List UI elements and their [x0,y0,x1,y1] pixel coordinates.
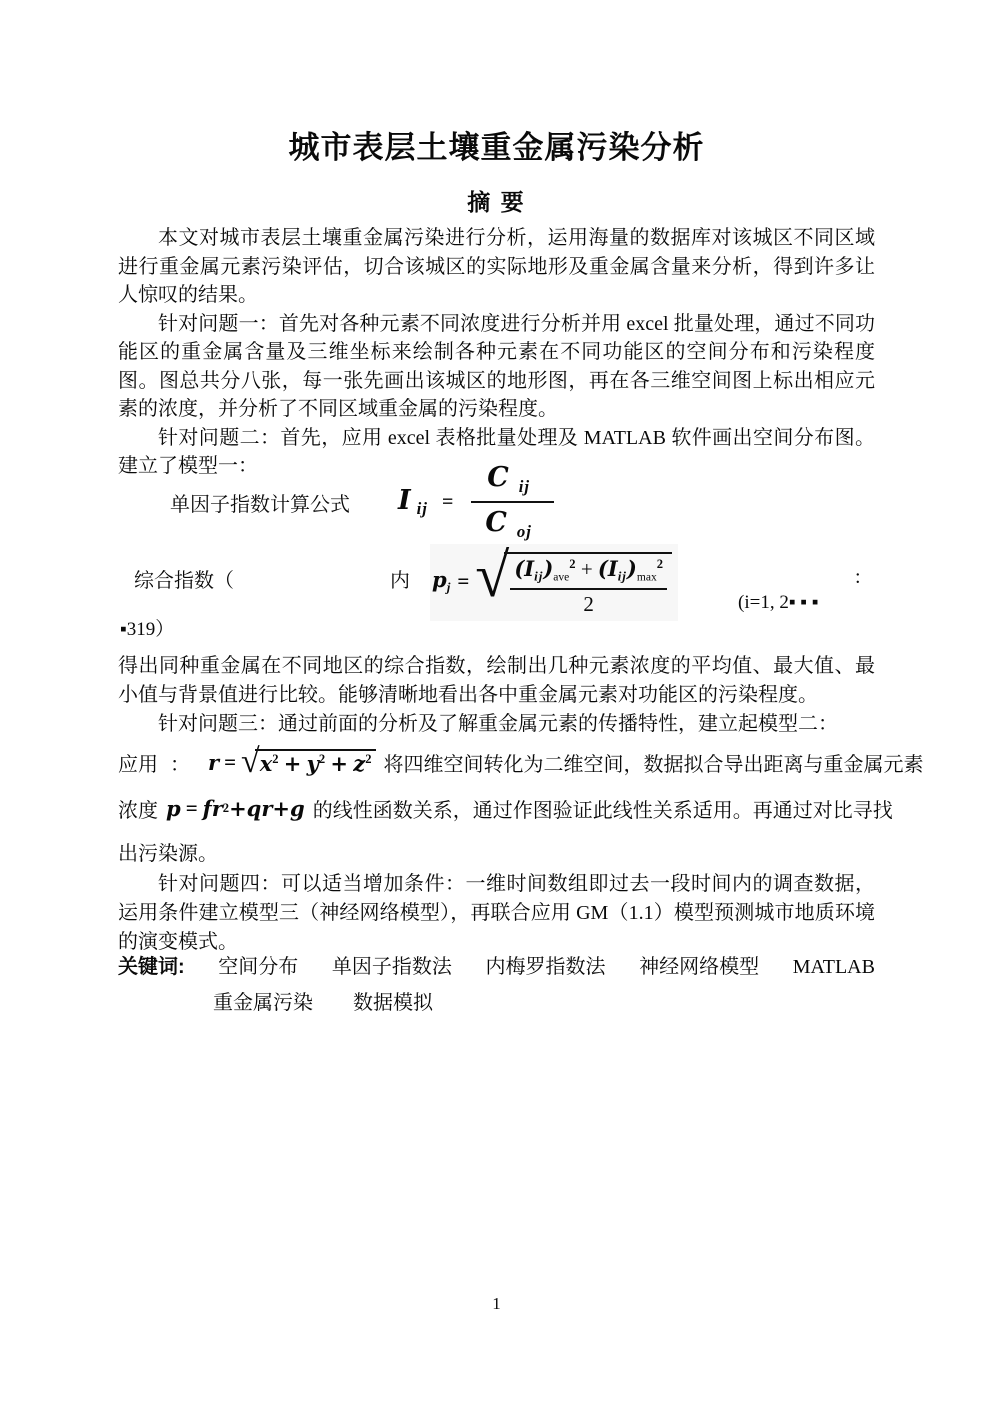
abstract-paragraph-2: 针对问题一：首先对各种元素不同浓度进行分析并用 excel 批量处理，通过不同功能区的重金属含量及三维坐标来绘制各种元素在不同功能区的空间分布和污染程度图。图总共分八张，每一张先画出该城区的地形图，再在各三维空间图上标出相应元素的浓度，并分析了不同区域重金属的污染程度。 [118,312,875,420]
r-exp-x: 2 [272,751,279,766]
r-term-x: x [259,751,273,776]
term2-label: max [636,571,657,584]
keywords-section [118,950,875,1015]
abstract-body-bottom [118,870,875,957]
formula1-lhs-subscript: ij [416,499,428,519]
nemerow-index-range-continued: ▪319） [120,619,175,640]
keyword-item: 重金属污染 [213,992,313,1014]
p-concentration-formula [166,796,305,821]
keywords-label: 关键词: [118,956,185,978]
formula2-equals: = [457,568,470,593]
formula1-fraction [471,462,554,542]
formula2-square-root [475,542,672,617]
formula1-denominator: C [485,507,507,538]
formula2-fraction [510,556,667,617]
document-title: 城市表层土壤重金属污染分析 [288,130,705,165]
formula1-numerator: C [487,462,509,494]
formula2-lhs-subscript: j [446,579,452,595]
formula1-denominator-subscript: oj [516,521,532,541]
nemerow-trailing-colon: : [855,566,861,588]
radical-sign: √ [475,542,510,610]
formula1-equals: = [441,490,454,513]
term2-base: I [607,556,618,581]
term1-subscript: ij [534,568,544,584]
p-term-fr: fr [202,796,223,821]
keyword-item: 空间分布 [218,956,299,978]
nemerow-index-range: (i=1, 2▪ ▪ ▪ [738,592,819,613]
r-lhs: r [208,749,220,775]
model2-line-3: 出污染源。 [118,843,218,865]
p-lhs: p [166,796,181,821]
term1-label: ave [553,571,570,584]
term2-subscript: ij [617,568,627,584]
plus-sign: + [283,751,302,776]
abstract-heading: 摘 要 [467,189,526,215]
term1-open: ( [514,556,525,581]
term1-close: ) [543,556,554,581]
plus-sign: + [229,796,247,821]
plus-sign: + [272,796,291,821]
r-term-y: y [306,751,319,776]
r-equals: = [224,749,237,774]
formula-single-factor-index [118,458,875,546]
nemerow-connector-text: 内 [390,570,410,592]
abstract-body-top [118,224,875,481]
formula2-denominator: 2 [583,591,594,616]
keywords-line-2 [213,986,875,1015]
p-equals: = [185,796,198,820]
term2-close: ) [626,556,637,581]
nemerow-prefix-text: 综合指数（ [134,570,234,592]
formula-single-factor-label: 单因子指数计算公式 [170,493,350,516]
formula-nemerow-row [118,542,875,646]
radical-sign: √ [241,743,260,780]
abstract-paragraph-7: 针对问题四：可以适当增加条件：一维时间数组即过去一段时间内的调查数据，运用条件建立模型三（神经网络模型），再联合应用 GM（1.1）模型预测城市地质环境的演变模式。 [118,873,875,953]
model2-line1-prefix: 应用 [118,753,158,776]
abstract-paragraph-4: 得出同种重金属在不同地区的综合指数，绘制出几种元素浓度的平均值、最大值、最小值与背景值进行比较。能够清晰地看出各中重金属元素对功能区的污染程度。 [118,655,875,706]
keyword-item: 神经网络模型 [639,956,760,978]
formula-single-factor-equation [398,462,554,542]
term1-base: I [524,556,535,581]
model2-line1-suffix: 将四维空间转化为二维空间，数据拟合导出距离与重金属元素 [383,753,924,776]
r-exp-z: 2 [365,751,372,766]
model2-line-2 [118,794,893,823]
r-exp-y: 2 [318,751,326,766]
r-term-z: z [353,751,366,776]
term1-exponent: 2 [569,556,576,571]
term2-open: ( [597,556,608,581]
formula-nemerow-equation [430,544,678,621]
keyword-item: MATLAB [792,956,875,978]
p-term-qr: qr [246,796,273,821]
formula1-lhs: I [398,484,411,516]
keyword-item: 内梅罗指数法 [485,956,606,978]
model2-line2-prefix: 浓度 [118,800,158,822]
page-number: 1 [492,1294,501,1313]
abstract-paragraph-1: 本文对城市表层土壤重金属污染进行分析，运用海量的数据库对该城区不同区域进行重金属元素污染评估，切合该城区的实际地形及重金属含量来分析，得到许多让人惊叹的结果。 [118,227,875,306]
term2-exponent: 2 [656,556,664,571]
r-square-root [241,743,375,780]
abstract-body-middle [118,652,875,739]
abstract-paragraph-3: 针对问题二：首先，应用 excel 表格批量处理及 MATLAB 软件画出空间分布图。建立了模型一： [118,426,875,477]
plus-sign: + [330,751,349,776]
abstract-paragraph-5: 针对问题三：通过前面的分析及了解重金属元素的传播特性，建立起模型二： [158,713,838,735]
formula2-lhs: p [432,567,447,592]
keyword-item: 单因子指数法 [331,956,452,978]
keyword-item: 数据模拟 [353,992,433,1014]
r-distance-formula [208,743,376,780]
model2-line1-colon: ： [170,753,190,776]
keywords-line-1 [118,950,875,979]
p-term-g: g [290,796,305,821]
model2-paragraph [118,743,924,866]
p-exp-fr: 2 [222,801,230,815]
model2-line-1 [118,743,924,780]
model2-line2-suffix: 的线性函数关系，通过作图验证此线性关系适用。再通过对比寻找 [312,800,893,822]
formula1-numerator-subscript: ij [518,477,531,496]
plus-sign: + [580,557,593,581]
